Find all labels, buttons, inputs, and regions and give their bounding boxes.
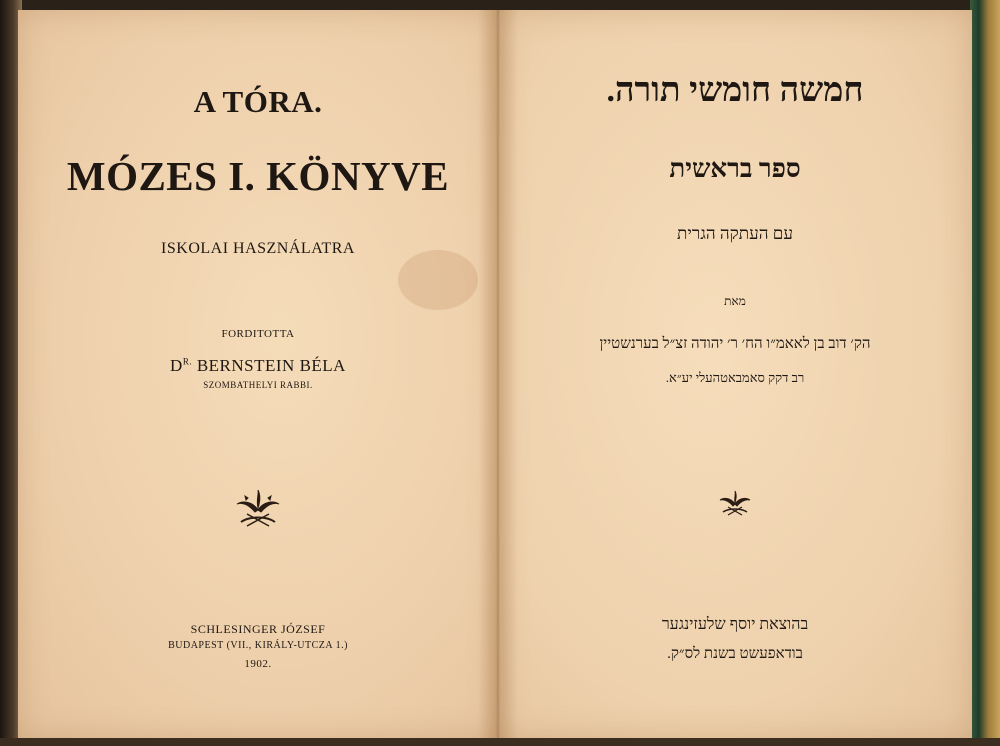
paper-stain <box>398 250 478 310</box>
translator-prefix: D <box>170 356 183 375</box>
left-title-page <box>18 10 498 738</box>
publisher-name: SCHLESINGER JÓZSEF <box>190 622 326 636</box>
hebrew-subtitle: עם העתקה הגרית <box>677 224 793 243</box>
translator-role: SZOMBATHELYI RABBI. <box>203 380 313 390</box>
page-title: A TÓRA. <box>193 84 323 119</box>
book-gutter <box>478 10 518 738</box>
book-cover-edge-right <box>970 0 1000 746</box>
hebrew-publisher-line: בהוצאת יוסף שלעזינגער <box>661 616 809 633</box>
translated-by-label: FORDITOTTA <box>221 328 295 340</box>
hebrew-place-line: בודאפעשט בשנת לס״ק. <box>667 646 803 662</box>
right-title-page <box>498 10 972 738</box>
floral-vignette-icon <box>235 488 281 528</box>
hebrew-book-title: ספר בראשית <box>669 154 801 183</box>
book-cover-bottom <box>0 738 1000 746</box>
publication-year: 1902. <box>244 658 272 670</box>
hebrew-page-title: חמשה חומשי תורה. <box>606 72 864 109</box>
translator-name <box>18 356 498 376</box>
hebrew-author-line: הק׳ דוב בן לאאמ״ו הח׳ ר׳ יהודה זצ״ל בערנשטיין <box>599 336 871 352</box>
book-subtitle: ISKOLAI HASZNÁLATRA <box>161 240 355 257</box>
book-title: MÓZES I. KÖNYVE <box>66 153 450 199</box>
translator-prefix-sup: R. <box>182 356 193 367</box>
floral-vignette-icon <box>719 490 751 516</box>
translator-surname: BERNSTEIN BÉLA <box>192 356 346 375</box>
hebrew-author-role: רב דקק סאמבאטהעלי יע״א. <box>665 370 805 385</box>
hebrew-from-label: מאת <box>724 294 746 308</box>
publisher-address: BUDAPEST (VII., KIRÁLY-UTCZA 1.) <box>168 640 348 651</box>
